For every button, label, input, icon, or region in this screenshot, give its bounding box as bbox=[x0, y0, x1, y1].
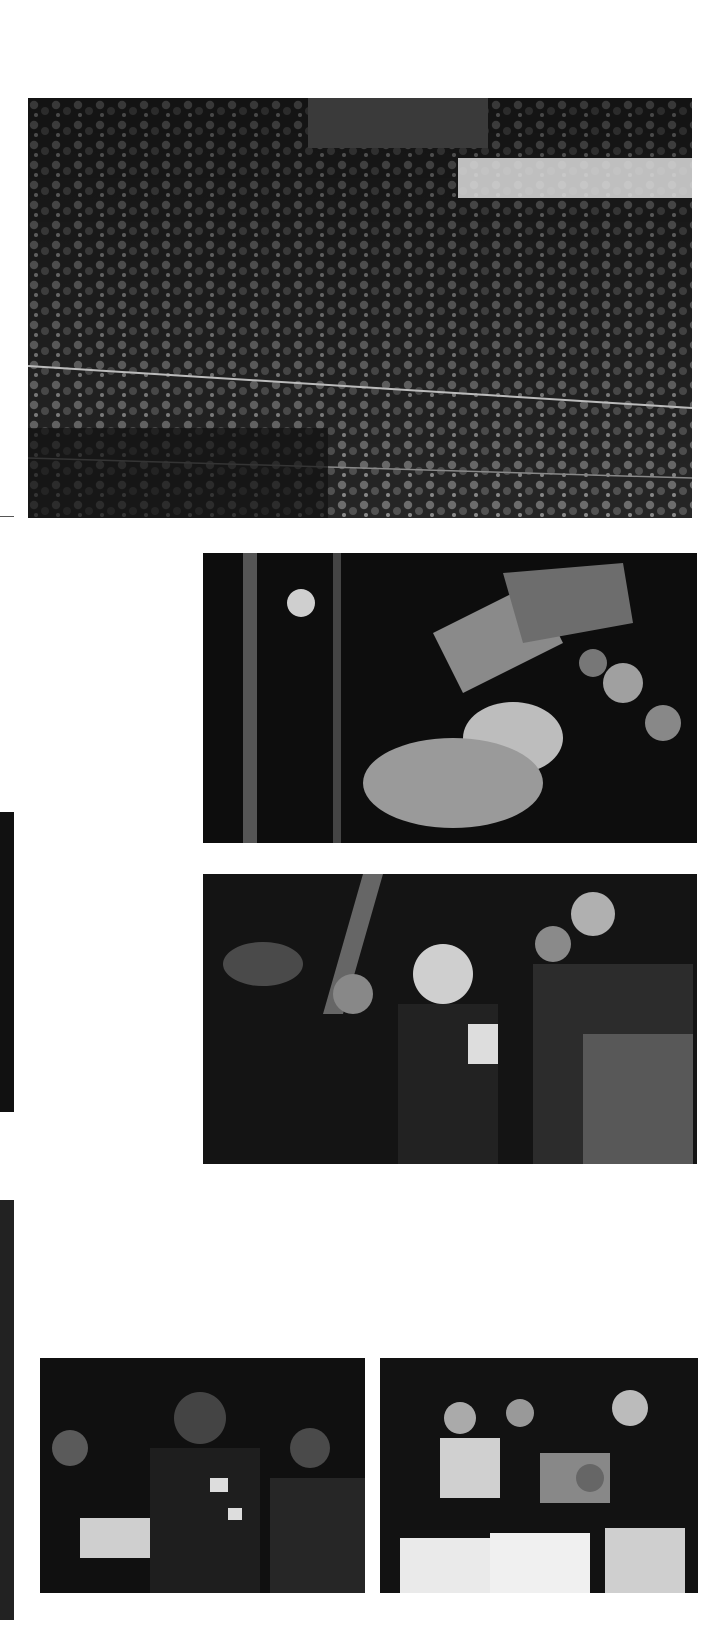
guy-roux-image bbox=[40, 1358, 365, 1593]
main-crowd-photo bbox=[28, 98, 692, 518]
tribune-photo bbox=[203, 874, 697, 1164]
neighbour-photo-strip bbox=[0, 812, 14, 1112]
tribune-image bbox=[203, 874, 697, 1164]
kop-photo bbox=[203, 553, 697, 843]
kop-image bbox=[203, 553, 697, 843]
guy-roux-photo bbox=[40, 1358, 365, 1593]
crowd-image bbox=[28, 98, 692, 518]
left-margin-fragments bbox=[0, 50, 14, 490]
neighbour-photo-strip-lower bbox=[0, 1200, 14, 1620]
left-margin-fragments-lower bbox=[0, 570, 14, 780]
fin-du-reve-photo bbox=[380, 1358, 698, 1593]
fin-du-reve-image bbox=[380, 1358, 698, 1593]
margin-rule bbox=[0, 516, 14, 517]
